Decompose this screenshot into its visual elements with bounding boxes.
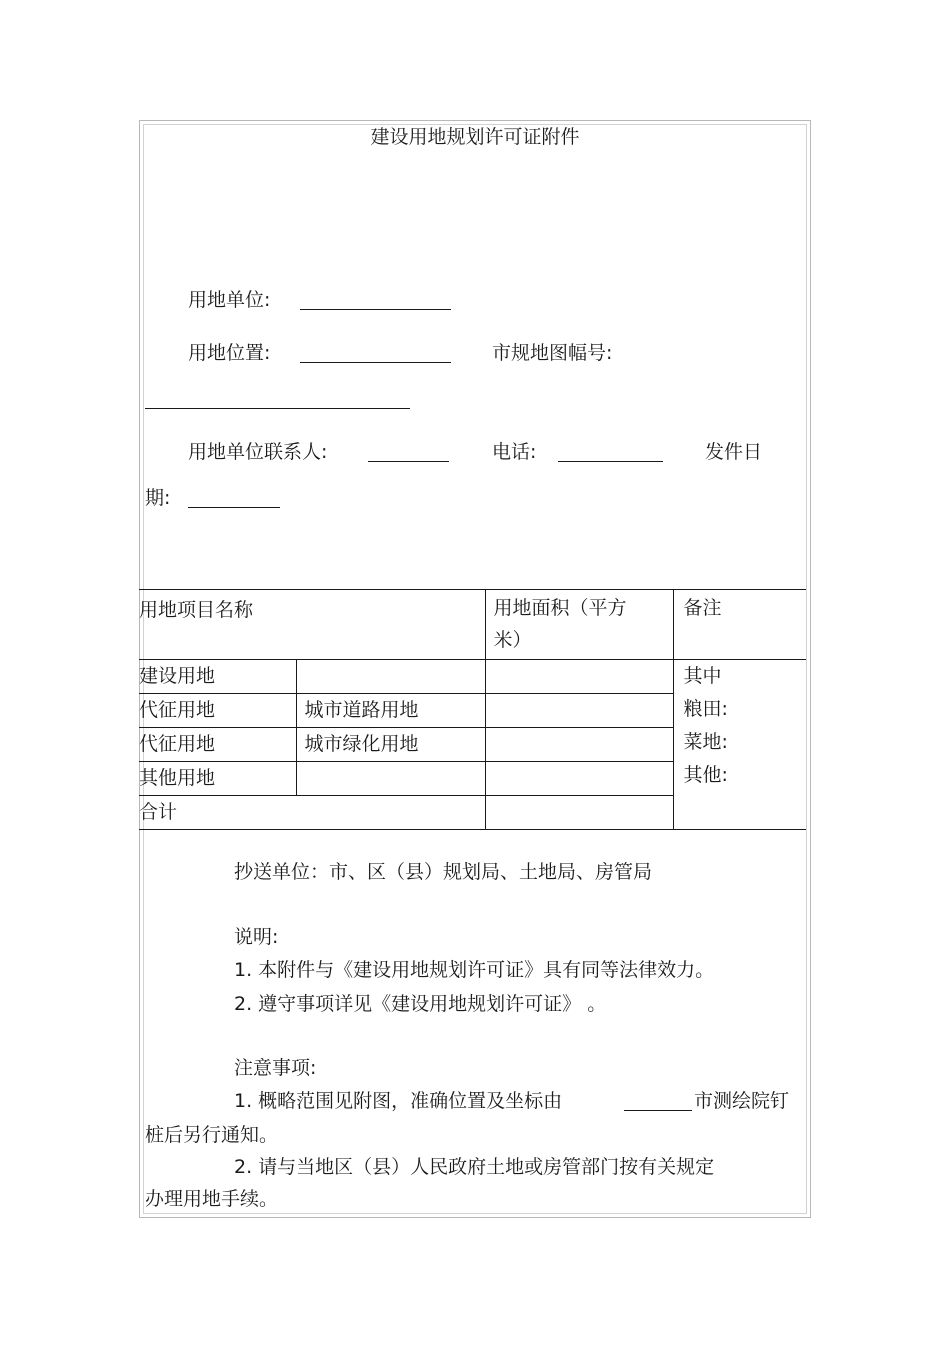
notice-item-1: 1. 概略范围见附图，准确位置及坐标由	[234, 1090, 563, 1112]
notice-item-2-wrap: 办理用地手续。	[145, 1188, 279, 1210]
document-title: 建设用地规划许可证附件	[370, 126, 580, 148]
note-line: 菜地:	[683, 731, 728, 753]
note-line: 粮田:	[683, 698, 728, 720]
table-header-row	[139, 590, 806, 660]
unit-blank[interactable]	[300, 309, 451, 310]
header-area-line1: 用地面积（平方	[493, 597, 627, 619]
map-no-label: 市规地图幅号:	[492, 342, 613, 364]
notice-item-1-wrap: 桩后另行通知。	[145, 1124, 279, 1146]
unit-label: 用地单位:	[188, 289, 271, 311]
row-area-cell[interactable]	[485, 796, 673, 830]
row-name: 其他用地	[139, 762, 296, 796]
header-remarks: 备注	[673, 590, 806, 660]
phone-blank[interactable]	[558, 461, 663, 462]
header-area-line2: 米）	[493, 629, 532, 651]
notice-item-1-cont: 市测绘院钉	[694, 1090, 790, 1112]
remarks-cell	[673, 660, 806, 830]
cc-line: 抄送单位：市、区（县）规划局、土地局、房管局	[234, 861, 653, 883]
note-line: 其他:	[683, 764, 728, 786]
map-no-blank[interactable]	[145, 408, 410, 409]
row-name: 代征用地	[139, 694, 296, 728]
row-name: 建设用地	[139, 660, 296, 694]
explain-item: 1. 本附件与《建设用地规划许可证》具有同等法律效力。	[234, 959, 715, 981]
location-label: 用地位置:	[188, 342, 271, 364]
phone-label: 电话:	[492, 441, 537, 463]
row-name: 代征用地	[139, 728, 296, 762]
explain-item: 2. 遵守事项详见《建设用地规划许可证》 。	[234, 993, 607, 1015]
row-area-cell[interactable]	[485, 762, 673, 796]
contact-blank[interactable]	[368, 461, 449, 462]
land-use-table	[139, 589, 806, 830]
header-area	[485, 590, 673, 660]
row-area-cell[interactable]	[485, 728, 673, 762]
row-subtype: 城市道路用地	[296, 694, 485, 728]
survey-institute-blank[interactable]	[624, 1110, 692, 1111]
row-area-cell[interactable]	[485, 660, 673, 694]
header-project-name: 用地项目名称	[139, 590, 485, 660]
note-line: 其中	[683, 665, 722, 687]
row-area-cell[interactable]	[485, 694, 673, 728]
contact-label: 用地单位联系人:	[188, 441, 328, 463]
table-row	[139, 660, 806, 694]
notice-item-2: 2. 请与当地区（县）人民政府土地或房管部门按有关规定	[234, 1156, 715, 1178]
row-subtype: 城市绿化用地	[296, 728, 485, 762]
explain-title: 说明:	[234, 926, 279, 948]
issue-date-label: 发件日	[705, 441, 763, 463]
row-subtype[interactable]	[296, 762, 485, 796]
issue-date-label-cont: 期:	[145, 487, 171, 509]
notice-title: 注意事项:	[234, 1057, 317, 1079]
row-subtype[interactable]	[296, 660, 485, 694]
issue-date-blank[interactable]	[188, 507, 280, 508]
location-blank[interactable]	[300, 362, 451, 363]
row-name: 合计	[139, 796, 485, 830]
